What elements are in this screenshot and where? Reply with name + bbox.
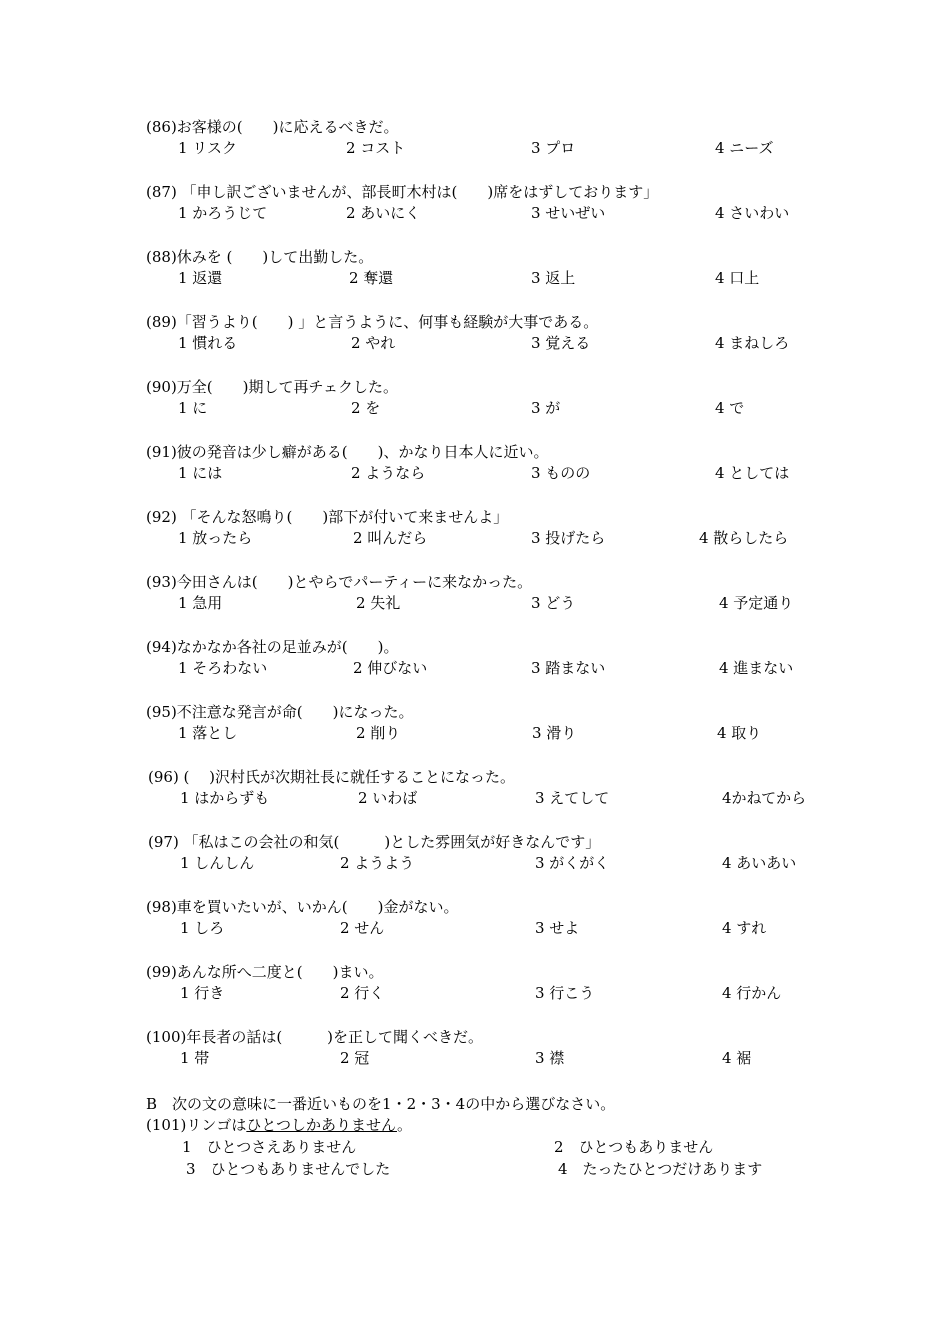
option-1: 1 ひとつさえありません xyxy=(182,1138,357,1156)
option-3: 3 踏まない xyxy=(531,659,606,677)
option-4: 4 としては xyxy=(715,464,790,482)
question-97-stem: (97) 「私はこの会社の和気( )とした雰囲気が好きなんです」 xyxy=(148,833,601,851)
option-3: 3 行こう xyxy=(535,984,595,1002)
option-2: 2 伸びない xyxy=(353,659,428,677)
option-4: 4 あいあい xyxy=(722,854,797,872)
option-1: 1 そろわない xyxy=(178,659,268,677)
option-4: 4 取り xyxy=(717,724,762,742)
question-92-options xyxy=(0,528,950,548)
option-1: 1 かろうじて xyxy=(178,204,268,222)
question-101-options-row1 xyxy=(0,1137,950,1157)
question-89-stem: (89)「習うより( ) 」と言うように、何事も経験が大事である。 xyxy=(146,313,599,331)
option-3: 3 えてして xyxy=(535,789,610,807)
option-2: 2 ようよう xyxy=(340,854,415,872)
section-b-heading: B 次の文の意味に一番近いものを1・2・3・4の中から選びなさい。 xyxy=(146,1095,616,1113)
question-100-stem: (100)年長者の話は( )を正して聞くべきだ。 xyxy=(146,1028,484,1046)
question-97-options xyxy=(0,853,950,873)
question-86-options xyxy=(0,138,950,158)
question-92-stem: (92) 「そんな怒鳴り( )部下が付いて来ませんよ」 xyxy=(146,508,509,526)
option-3: 3 プロ xyxy=(531,139,576,157)
question-101-options-row2 xyxy=(0,1159,950,1179)
option-1: 1 放ったら xyxy=(178,529,253,547)
question-86-stem: (86)お客様の( )に応えるべきだ。 xyxy=(146,118,399,136)
option-4: 4かねてから xyxy=(722,789,807,807)
option-2: 2 いわば xyxy=(358,789,418,807)
option-4: 4 まねしろ xyxy=(715,334,790,352)
question-91-options xyxy=(0,463,950,483)
option-1: 1 リスク xyxy=(178,139,238,157)
option-3: 3 が xyxy=(531,399,561,417)
question-93-options xyxy=(0,593,950,613)
option-3: 3 投げたら xyxy=(531,529,606,547)
question-98-options xyxy=(0,918,950,938)
question-94-stem: (94)なかなか各社の足並みが( )。 xyxy=(146,638,399,656)
question-95-stem: (95)不注意な発言が命( )になった。 xyxy=(146,703,414,721)
option-2: 2 やれ xyxy=(351,334,396,352)
option-1: 1 落とし xyxy=(178,724,238,742)
question-89-options xyxy=(0,333,950,353)
option-2: 2 ひとつもありません xyxy=(554,1138,714,1156)
option-1: 1 しんしん xyxy=(180,854,255,872)
option-3: 3 滑り xyxy=(532,724,577,742)
option-2: 2 冠 xyxy=(340,1049,370,1067)
option-3: 3 どう xyxy=(531,594,576,612)
question-101-suffix: 。 xyxy=(396,1116,412,1134)
option-3: 3 せいぜい xyxy=(531,204,606,222)
option-3: 3 せよ xyxy=(535,919,580,937)
question-87-options xyxy=(0,203,950,223)
question-94-options xyxy=(0,658,950,678)
option-2: 2 削り xyxy=(356,724,401,742)
option-2: 2 コスト xyxy=(346,139,406,157)
option-1: 1 しろ xyxy=(180,919,225,937)
option-4: 4 口上 xyxy=(715,269,760,287)
option-3: 3 返上 xyxy=(531,269,576,287)
option-4: 4 で xyxy=(715,399,745,417)
question-88-options xyxy=(0,268,950,288)
option-3: 3 襟 xyxy=(535,1049,565,1067)
option-4: 4 進まない xyxy=(719,659,794,677)
option-2: 2 ようなら xyxy=(351,464,426,482)
question-98-stem: (98)車を買いたいが、いかん( )金がない。 xyxy=(146,898,459,916)
question-101-prefix: (101)リンゴは xyxy=(146,1116,247,1134)
option-1: 1 はからずも xyxy=(180,789,270,807)
question-100-options xyxy=(0,1048,950,1068)
option-1: 1 行き xyxy=(180,984,225,1002)
option-4: 4 裾 xyxy=(722,1049,752,1067)
option-4: 4 ニーズ xyxy=(715,139,774,157)
question-101-underlined: ひとつしかありません xyxy=(246,1116,397,1134)
option-2: 2 せん xyxy=(340,919,385,937)
question-96-options xyxy=(0,788,950,808)
option-4: 4 予定通り xyxy=(719,594,794,612)
option-1: 1 急用 xyxy=(178,594,223,612)
option-4: 4 さいわい xyxy=(715,204,790,222)
question-91-stem: (91)彼の発音は少し癖がある( )、かなり日本人に近い。 xyxy=(146,443,549,461)
option-2: 2 あいにく xyxy=(346,204,421,222)
option-4: 4 たったひとつだけあります xyxy=(558,1160,763,1178)
question-99-options xyxy=(0,983,950,1003)
option-4: 4 行かん xyxy=(722,984,782,1002)
question-90-options xyxy=(0,398,950,418)
option-1: 1 慣れる xyxy=(178,334,238,352)
option-3: 3 がくがく xyxy=(535,854,610,872)
option-3: 3 覚える xyxy=(531,334,591,352)
question-96-stem: (96) ( )沢村氏が次期社長に就任することになった。 xyxy=(148,768,516,786)
option-3: 3 ひとつもありませんでした xyxy=(186,1160,391,1178)
question-95-options xyxy=(0,723,950,743)
option-1: 1 返還 xyxy=(178,269,223,287)
option-1: 1 には xyxy=(178,464,223,482)
option-3: 3 ものの xyxy=(531,464,591,482)
question-93-stem: (93)今田さんは( )とやらでパーティーに来なかった。 xyxy=(146,573,533,591)
question-99-stem: (99)あんな所へ二度と( )まい。 xyxy=(146,963,384,981)
option-1: 1 に xyxy=(178,399,208,417)
option-2: 2 を xyxy=(351,399,381,417)
question-101-stem xyxy=(146,1115,412,1135)
option-2: 2 行く xyxy=(340,984,385,1002)
question-88-stem: (88)休みを ( )して出勤した。 xyxy=(146,248,374,266)
option-2: 2 叫んだら xyxy=(353,529,428,547)
question-87-stem: (87) 「申し訳ございませんが、部長町木村は( )席をはずしております」 xyxy=(146,183,659,201)
question-90-stem: (90)万全( )期して再チェクした。 xyxy=(146,378,399,396)
option-1: 1 帯 xyxy=(180,1049,210,1067)
option-2: 2 奪還 xyxy=(349,269,394,287)
option-4: 4 散らしたら xyxy=(699,529,789,547)
option-4: 4 すれ xyxy=(722,919,767,937)
option-2: 2 失礼 xyxy=(356,594,401,612)
